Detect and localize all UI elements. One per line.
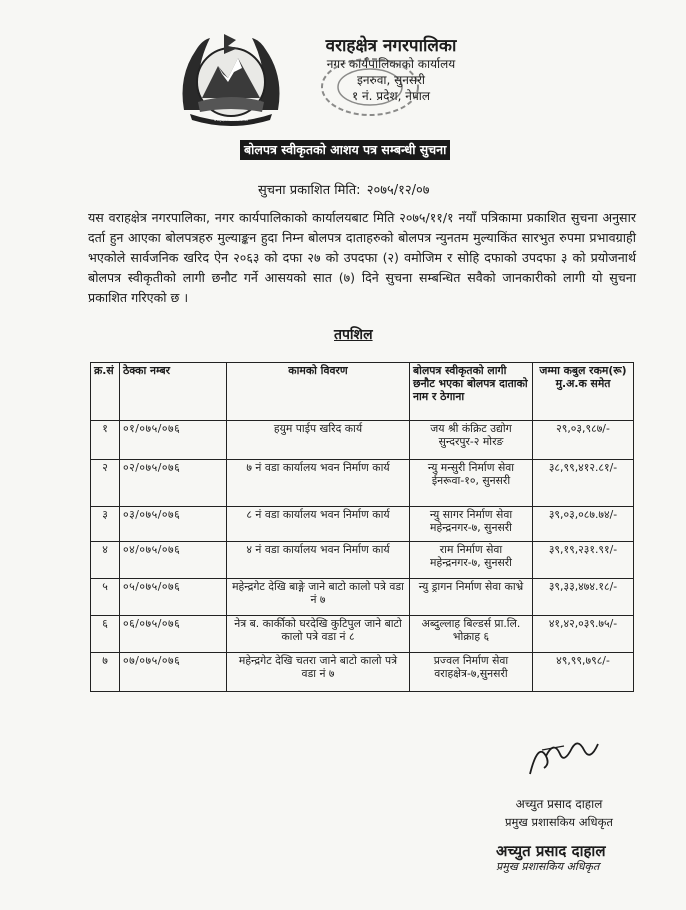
signatory-block (484, 796, 634, 830)
stamp-name: अच्युत प्रसाद दाहाल (496, 842, 606, 860)
office-subtitle: नगर कार्यपालिकाको कार्यालय (326, 57, 456, 71)
publication-date (256, 180, 430, 198)
cell-amount: २९,०३,९८७/- (533, 421, 634, 460)
table-row (91, 460, 634, 507)
table-row (91, 653, 634, 692)
cell-bidder: जय श्री कंक्रिट उद्योग सुन्दरपुर-२ मोरङ (410, 421, 533, 460)
cell-contract: ०२/०७५/०७६ (120, 460, 227, 507)
cell-sn: ७ (91, 653, 120, 692)
notice-body: यस वराहक्षेत्र नगरपालिका, नगर कार्यपालिकाको कार्यालयबाट मिति २०७५/११/१ नयाँ पत्रिकामा प्रकाशित सुचना अनुसार दर्ता हुन आएका बोलपत्रहरु मुल्याङ्कन हुदा निम्न बोलपत्र दाताहरुको बोलपत्र न्युनतम मुल्याकिंत सारभुत रुपमा प्रभावग्राही भएकोले सार्वजनिक खरिद ऐन २०६३ को दफा २७ को उपदफा (२) वमोजिम र सोहि दफाको उपदफा ३ को प्रयोजनार्थ बोलपत्र स्वीकृतीको लागी छनौट गर्ने आसयको सात (७) दिने सुचना सम्बन्धित सवैको जानकारीको लागी यो सुचना प्रकाशित गरिएको छ । (88, 210, 636, 305)
cell-contract: ०६/०७५/०७६ (120, 616, 227, 653)
signatory-name: अच्युत प्रसाद दाहाल (515, 797, 603, 811)
cell-contract: ०१/०७५/०७६ (120, 421, 227, 460)
stamp-role: प्रमुख प्रशासकिय अधिकृत (496, 860, 600, 873)
cell-contract: ०५/०७५/०७६ (120, 579, 227, 616)
cell-contract: ०७/०७५/०७६ (120, 653, 227, 692)
cell-amount: ३९,३३,४७४.१८/- (533, 579, 634, 616)
signature-icon (524, 734, 604, 778)
cell-work: ४ नं वडा कार्यालय भवन निर्माण कार्य (227, 542, 410, 579)
header-work-description: कामको विवरण (227, 363, 410, 421)
cell-work: महेन्द्रगेट देखि चतरा जाने बाटो कालो पत्रे वडा नं ७ (227, 653, 410, 692)
cell-sn: ४ (91, 542, 120, 579)
table-header-row (91, 363, 634, 421)
cell-work: ७ नं वडा कार्यालय भवन निर्माण कार्य (227, 460, 410, 507)
cell-work: ८ नं वडा कार्यालय भवन निर्माण कार्य (227, 507, 410, 542)
cell-contract: ०४/०७५/०७६ (120, 542, 227, 579)
cell-amount: ४१,४२,०३९.७५/- (533, 616, 634, 653)
cell-bidder: अब्दुल्लाह बिल्डर्स प्रा.लि. भोक्राह ६ (410, 616, 533, 653)
table-row (91, 421, 634, 460)
signatory-role: प्रमुख प्रशासकिय अधिकृत (505, 815, 613, 829)
office-address: इनरुवा, सुनसरी (356, 73, 426, 87)
notice-title: बोलपत्र स्वीकृतको आशय पत्र सम्बन्धी सुचना (240, 140, 450, 160)
table-row (91, 579, 634, 616)
header-amount: जम्मा कबुल रकम(रू) मु.अ.क समेत (533, 363, 634, 421)
cell-bidder: प्रज्वल निर्माण सेवा वराहक्षेत्र-७,सुनसरी (410, 653, 533, 692)
cell-amount: ४९,९९,७९८/- (533, 653, 634, 692)
publication-date-value: २०७५/१२/०७ (366, 183, 430, 198)
table-row (91, 542, 634, 579)
table-row (91, 616, 634, 653)
office-stamp-icon (318, 56, 422, 118)
header-sn: क्र.सं (91, 363, 120, 421)
municipality-emblem-icon (176, 28, 286, 126)
details-heading: तपशिल (334, 327, 373, 343)
cell-work: नेत्र ब. कार्कीको घरदेखि कुटिपुल जाने बाटो कालो पत्रे वडा नं ८ (227, 616, 410, 653)
cell-bidder: राम निर्माण सेवा महेन्द्रनगर-७, सुनसरी (410, 542, 533, 579)
header-bidder: बोलपत्र स्वीकृतको लागी छनौट भएका बोलपत्र दाताको नाम र ठेगाना (410, 363, 533, 421)
cell-work: हयुम पाईप खरिद कार्य (227, 421, 410, 460)
cell-sn: ३ (91, 507, 120, 542)
office-name: वराहक्षेत्र नगरपालिका (325, 36, 457, 56)
cell-work: महेन्द्रगेट देखि बाङ्गे जाने बाटो कालो पत्रे वडा नं ७ (227, 579, 410, 616)
emblem-caption: वराहक्षेत्र नगरपालिका (213, 118, 249, 123)
cell-amount: ३९,०३,०८७.७४/- (533, 507, 634, 542)
name-stamp (496, 842, 636, 874)
publication-date-label: सुचना प्रकाशित मिति: (258, 183, 361, 198)
cell-bidder: न्यु मन्सुरी निर्माण सेवा ईनरूवा-१०, सुनसरी (410, 460, 533, 507)
cell-amount: ३८,९९,४१२.८१/- (533, 460, 634, 507)
header-contract-number: ठेक्का नम्बर (120, 363, 227, 421)
contracts-table (90, 362, 634, 692)
office-province: १ नं. प्रदेश, नेपाल (351, 89, 431, 103)
table-row (91, 507, 634, 542)
cell-sn: ६ (91, 616, 120, 653)
cell-sn: ५ (91, 579, 120, 616)
cell-contract: ०३/०७५/०७६ (120, 507, 227, 542)
cell-bidder: न्यु ड्रागन निर्माण सेवा काभ्रे (410, 579, 533, 616)
cell-sn: १ (91, 421, 120, 460)
cell-amount: ३९,१९,२३१.९१/- (533, 542, 634, 579)
cell-sn: २ (91, 460, 120, 507)
cell-bidder: न्यु सागर निर्माण सेवा महेन्द्रनगर-७, सुनसरी (410, 507, 533, 542)
